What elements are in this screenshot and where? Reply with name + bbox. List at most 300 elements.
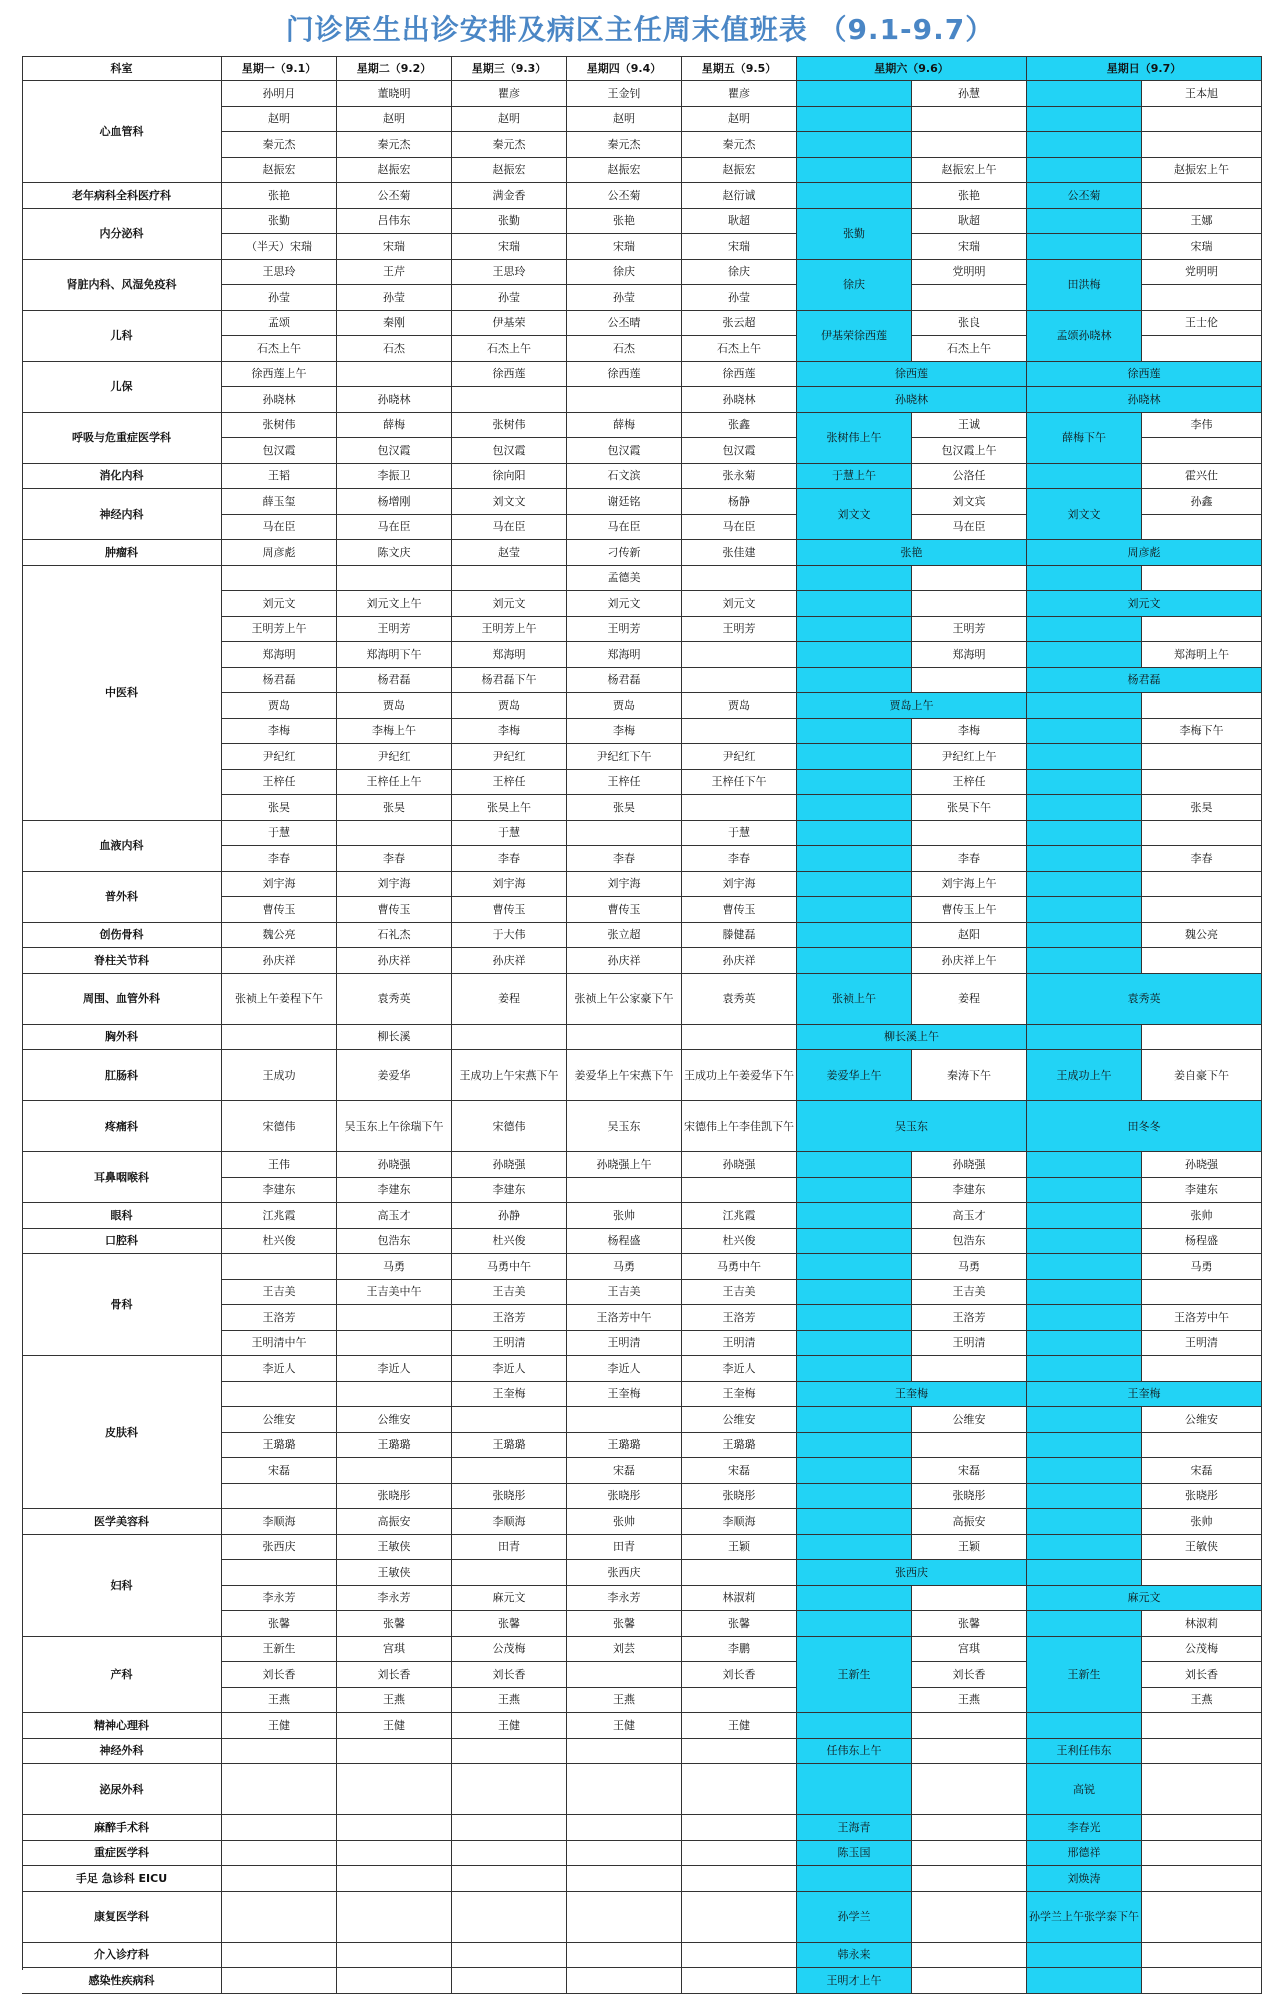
schedule-cell	[452, 1739, 567, 1765]
weekend-cell-sun	[1027, 1560, 1142, 1586]
weekend-cell-sun: 魏公亮	[1142, 923, 1262, 949]
weekend-cell-sat: 赵阳	[912, 923, 1027, 949]
weekend-cell-sun: 刘长香	[1142, 1662, 1262, 1688]
schedule-cell: 石礼杰	[337, 923, 452, 949]
schedule-cell: 于慧	[682, 821, 797, 847]
header-dept: 科室	[22, 56, 222, 81]
weekend-cell-sat: 孙学兰	[797, 1892, 912, 1943]
schedule-cell	[452, 566, 567, 592]
schedule-cell: 公茂梅	[452, 1637, 567, 1663]
schedule-cell: 石杰	[567, 336, 682, 362]
schedule-cell: 包汉霞	[337, 438, 452, 464]
schedule-cell: 王明清中午	[222, 1331, 337, 1357]
schedule-cell: 徐庆	[682, 260, 797, 286]
department-name: 周围、血管外科	[22, 974, 222, 1025]
department-name: 骨科	[22, 1254, 222, 1356]
weekend-cell-sat	[797, 566, 912, 592]
schedule-cell: 李永芳	[337, 1586, 452, 1612]
weekend-cell-sun: 霍兴仕	[1142, 464, 1262, 490]
schedule-cell: 王健	[452, 1713, 567, 1739]
schedule-cell: 贾岛	[567, 693, 682, 719]
schedule-cell: 马在臣	[337, 515, 452, 541]
schedule-cell	[682, 1025, 797, 1051]
schedule-cell: 王吉美	[682, 1280, 797, 1306]
weekend-cell-sat: 王颖	[912, 1535, 1027, 1561]
schedule-cell: 王璐璐	[337, 1433, 452, 1459]
weekend-cell-sat: 刘宇海上午	[912, 872, 1027, 898]
schedule-cell	[222, 1892, 337, 1943]
schedule-cell: 张晓彤	[682, 1484, 797, 1510]
schedule-cell: 杨君磊	[567, 668, 682, 694]
weekend-cell-sun	[1027, 1611, 1142, 1637]
weekend-cell-sun: 王敏侠	[1142, 1535, 1262, 1561]
schedule-cell: 徐向阳	[452, 464, 567, 490]
department-name: 中医科	[22, 566, 222, 821]
schedule-cell: 刘宇海	[222, 872, 337, 898]
header-day: 星期六（9.6）	[797, 56, 1027, 81]
schedule-cell: 王璐璐	[567, 1433, 682, 1459]
schedule-cell: 宋磊	[222, 1458, 337, 1484]
weekend-cell-sun	[1027, 897, 1142, 923]
weekend-cell-sun	[1027, 1025, 1142, 1051]
weekend-cell-sat	[912, 1356, 1027, 1382]
weekend-cell-sat: 马勇	[912, 1254, 1027, 1280]
schedule-cell	[682, 1892, 797, 1943]
schedule-cell	[567, 1407, 682, 1433]
weekend-cell-sat: 于慧上午	[797, 464, 912, 490]
schedule-cell: 吴玉东上午 徐瑞下午	[337, 1101, 452, 1152]
department-name: 创伤骨科	[22, 923, 222, 949]
schedule-cell: 曹传玉	[452, 897, 567, 923]
schedule-cell: 董晓明	[337, 81, 452, 107]
schedule-cell	[682, 1943, 797, 1969]
schedule-table	[22, 56, 1262, 1987]
schedule-cell: 王成功	[222, 1050, 337, 1101]
department-name: 麻醉手术科	[22, 1815, 222, 1841]
weekend-cell-sat	[912, 591, 1027, 617]
weekend-cell-sun	[1027, 1484, 1142, 1510]
schedule-cell: 宋瑞	[567, 234, 682, 260]
weekend-cell-sun	[1027, 1152, 1142, 1178]
weekend-cell-sat	[912, 107, 1027, 133]
schedule-cell: 孟颂	[222, 311, 337, 337]
weekend-cell-sun	[1142, 566, 1262, 592]
weekend-cell-sun: 邢德祥	[1027, 1841, 1142, 1867]
schedule-cell: 孙莹	[682, 285, 797, 311]
weekend-cell-sun	[1027, 1356, 1142, 1382]
schedule-cell: 刘元文	[452, 591, 567, 617]
schedule-cell	[222, 1382, 337, 1408]
weekend-cell-sat	[797, 1229, 912, 1255]
header-day: 星期二（9.2）	[337, 56, 452, 81]
weekend-cell-sun: 王成功上午	[1027, 1050, 1142, 1101]
header-day: 星期日（9.7）	[1027, 56, 1262, 81]
header-day: 星期三（9.3）	[452, 56, 567, 81]
schedule-cell	[452, 1025, 567, 1051]
schedule-cell: 赵振宏	[222, 158, 337, 184]
weekend-cell-sat: 王洛芳	[912, 1305, 1027, 1331]
schedule-cell: 孙庆祥	[452, 948, 567, 974]
department-name: 泌尿外科	[22, 1764, 222, 1815]
schedule-cell: 包汉霞	[682, 438, 797, 464]
schedule-cell	[337, 1331, 452, 1357]
weekend-cell-sat: 宫琪	[912, 1637, 1027, 1663]
weekend-cell-sat: 郑海明	[912, 642, 1027, 668]
schedule-cell	[567, 1892, 682, 1943]
schedule-cell: 王明清	[567, 1331, 682, 1357]
schedule-cell: 李春	[337, 846, 452, 872]
schedule-cell: 王奎梅	[567, 1382, 682, 1408]
schedule-cell	[452, 1968, 567, 1994]
weekend-cell-sun: 张昊	[1142, 795, 1262, 821]
schedule-cell: 赵振宏	[452, 158, 567, 184]
schedule-cell: 张艳	[567, 209, 682, 235]
schedule-cell	[567, 1815, 682, 1841]
weekend-cell-sat: 张良	[912, 311, 1027, 337]
schedule-cell: 李梅	[452, 719, 567, 745]
schedule-cell: 姜爱华上午 宋燕下午	[567, 1050, 682, 1101]
schedule-cell: 孙晓强	[452, 1152, 567, 1178]
weekend-cell-sat: 孙晓强	[912, 1152, 1027, 1178]
weekend-cell-sat	[797, 1713, 912, 1739]
weekend-cell-sun	[1142, 693, 1262, 719]
weekend-cell-sat: 王燕	[912, 1688, 1027, 1714]
weekend-cell-sun: 王娜	[1142, 209, 1262, 235]
schedule-cell: 曹传玉	[222, 897, 337, 923]
schedule-cell: 马勇	[337, 1254, 452, 1280]
schedule-cell	[337, 1458, 452, 1484]
weekend-cell-sun: 郑海明上午	[1142, 642, 1262, 668]
weekend-cell-sat	[797, 591, 912, 617]
weekend-cell-sun	[1142, 897, 1262, 923]
weekend-cell-sun: 宋瑞	[1142, 234, 1262, 260]
schedule-cell: 刘元文	[682, 591, 797, 617]
weekend-cell-sun	[1142, 948, 1262, 974]
schedule-cell: 薛梅	[567, 413, 682, 439]
schedule-cell: 王明芳上午	[452, 617, 567, 643]
schedule-cell: 徐西莲	[682, 362, 797, 388]
weekend-cell-sat: 柳长溪上午	[797, 1025, 1027, 1051]
weekend-cell-sun	[1027, 872, 1142, 898]
weekend-cell-sat: 王明芳	[912, 617, 1027, 643]
schedule-cell: 姜爱华	[337, 1050, 452, 1101]
schedule-cell: 赵莹	[452, 540, 567, 566]
schedule-cell: 孙明月	[222, 81, 337, 107]
weekend-cell-sun	[1142, 1892, 1262, 1943]
page-title: 门诊医生出诊安排及病区主任周末值班表 （9.1-9.7）	[285, 13, 995, 46]
schedule-cell: 瞿彦	[682, 81, 797, 107]
schedule-cell: 孙莹	[337, 285, 452, 311]
weekend-cell-sat: 吴玉东	[797, 1101, 1027, 1152]
schedule-cell: 刘宇海	[567, 872, 682, 898]
schedule-cell	[222, 1815, 337, 1841]
schedule-cell: 公丕菊	[337, 183, 452, 209]
duty-cell-sun-merged: 田洪梅	[1027, 260, 1142, 311]
schedule-cell: 刁传新	[567, 540, 682, 566]
schedule-cell: 柳长溪	[337, 1025, 452, 1051]
schedule-cell: 田青	[567, 1535, 682, 1561]
weekend-cell-sun	[1027, 1968, 1142, 1994]
schedule-cell: 尹纪红下午	[567, 744, 682, 770]
duty-cell-sun-merged: 王新生	[1027, 1637, 1142, 1714]
schedule-cell: 刘元文上午	[337, 591, 452, 617]
schedule-cell: 赵明	[222, 107, 337, 133]
weekend-cell-sat: 张艳	[797, 540, 1027, 566]
schedule-cell: 李春	[682, 846, 797, 872]
schedule-cell	[682, 795, 797, 821]
schedule-cell: 于大伟	[452, 923, 567, 949]
schedule-cell: 王明芳上午	[222, 617, 337, 643]
department-name: 介入诊疗科	[22, 1943, 222, 1969]
weekend-cell-sat: 宋瑞	[912, 234, 1027, 260]
weekend-cell-sun	[1027, 1407, 1142, 1433]
schedule-cell: 孙庆祥	[567, 948, 682, 974]
schedule-cell: 徐庆	[567, 260, 682, 286]
schedule-cell	[682, 1764, 797, 1815]
weekend-cell-sat	[912, 566, 1027, 592]
department-name: 精神心理科	[22, 1713, 222, 1739]
schedule-cell	[682, 1178, 797, 1204]
schedule-cell: 宋德伟	[452, 1101, 567, 1152]
schedule-cell	[337, 1841, 452, 1867]
schedule-cell: 孙庆祥	[222, 948, 337, 974]
schedule-cell: 包汉霞	[452, 438, 567, 464]
schedule-cell: 王新生	[222, 1637, 337, 1663]
weekend-cell-sun	[1027, 464, 1142, 490]
schedule-cell: 马勇	[567, 1254, 682, 1280]
weekend-cell-sat	[797, 1407, 912, 1433]
weekend-cell-sun	[1142, 107, 1262, 133]
schedule-cell: 赵明	[682, 107, 797, 133]
schedule-cell: 于慧	[222, 821, 337, 847]
schedule-cell: 薛梅	[337, 413, 452, 439]
weekend-cell-sat	[797, 1484, 912, 1510]
weekend-cell-sun	[1142, 872, 1262, 898]
schedule-cell: 张昊	[337, 795, 452, 821]
schedule-cell: 李顺海	[222, 1509, 337, 1535]
weekend-cell-sun	[1142, 1968, 1262, 1994]
schedule-cell: 石杰上午	[682, 336, 797, 362]
weekend-cell-sun	[1142, 1433, 1262, 1459]
schedule-cell	[337, 1892, 452, 1943]
schedule-cell	[337, 1943, 452, 1969]
schedule-cell	[222, 1764, 337, 1815]
weekend-cell-sat: 张馨	[912, 1611, 1027, 1637]
schedule-cell: 公维安	[682, 1407, 797, 1433]
schedule-cell: 李近人	[337, 1356, 452, 1382]
schedule-cell: 李永芳	[222, 1586, 337, 1612]
schedule-cell: 郑海明	[567, 642, 682, 668]
schedule-cell	[452, 1764, 567, 1815]
schedule-cell: 王韬	[222, 464, 337, 490]
department-name: 神经内科	[22, 489, 222, 540]
weekend-cell-sun: 公维安	[1142, 1407, 1262, 1433]
schedule-cell	[682, 1968, 797, 1994]
weekend-cell-sat: 包汉霞上午	[912, 438, 1027, 464]
weekend-cell-sun: 张帅	[1142, 1509, 1262, 1535]
schedule-cell: 魏公亮	[222, 923, 337, 949]
weekend-cell-sat	[797, 617, 912, 643]
weekend-cell-sun	[1027, 1254, 1142, 1280]
weekend-cell-sat: 王明才上午	[797, 1968, 912, 1994]
schedule-cell: 王敏侠	[337, 1535, 452, 1561]
schedule-cell: 宋瑞	[337, 234, 452, 260]
weekend-cell-sun: 姜自豪下午	[1142, 1050, 1262, 1101]
schedule-cell	[682, 1866, 797, 1892]
weekend-cell-sun: 党明明	[1142, 260, 1262, 286]
weekend-cell-sun	[1142, 821, 1262, 847]
weekend-cell-sat: 赵振宏上午	[912, 158, 1027, 184]
schedule-cell: 王燕	[452, 1688, 567, 1714]
schedule-cell: 宋德伟上午 李佳凯下午	[682, 1101, 797, 1152]
schedule-cell: 徐西莲	[567, 362, 682, 388]
schedule-cell: 孙晓林	[337, 387, 452, 413]
schedule-cell: 王洛芳	[452, 1305, 567, 1331]
schedule-cell: 马在臣	[222, 515, 337, 541]
schedule-cell: 孙庆祥	[337, 948, 452, 974]
schedule-cell: 王梓任上午	[337, 770, 452, 796]
schedule-cell: 贾岛	[337, 693, 452, 719]
schedule-cell: 杜兴俊	[452, 1229, 567, 1255]
weekend-cell-sat	[797, 1458, 912, 1484]
schedule-cell: 王璐璐	[452, 1433, 567, 1459]
weekend-cell-sat	[797, 183, 912, 209]
schedule-cell: 贾岛	[452, 693, 567, 719]
department-name: 呼吸与危重症医学科	[22, 413, 222, 464]
schedule-cell	[567, 1764, 682, 1815]
weekend-cell-sun	[1027, 846, 1142, 872]
schedule-cell: 李春	[452, 846, 567, 872]
weekend-cell-sun	[1142, 1356, 1262, 1382]
schedule-cell	[567, 1841, 682, 1867]
weekend-cell-sun	[1142, 183, 1262, 209]
schedule-cell: 张馨	[682, 1611, 797, 1637]
weekend-cell-sun: 张帅	[1142, 1203, 1262, 1229]
weekend-cell-sat: 党明明	[912, 260, 1027, 286]
weekend-cell-sun	[1142, 132, 1262, 158]
schedule-cell: 包浩东	[337, 1229, 452, 1255]
schedule-cell: 石杰上午	[452, 336, 567, 362]
schedule-cell: 李春	[222, 846, 337, 872]
weekend-cell-sun	[1027, 158, 1142, 184]
weekend-cell-sun: 王利 任伟东	[1027, 1739, 1142, 1765]
weekend-cell-sat	[797, 1611, 912, 1637]
schedule-cell: 宋磊	[567, 1458, 682, 1484]
weekend-cell-sat	[797, 158, 912, 184]
schedule-cell: 张佳建	[682, 540, 797, 566]
schedule-cell: 赵振宏	[567, 158, 682, 184]
schedule-cell: 张馨	[567, 1611, 682, 1637]
weekend-cell-sat	[797, 1586, 912, 1612]
weekend-cell-sat	[797, 1254, 912, 1280]
schedule-cell: 宋瑞	[452, 234, 567, 260]
schedule-cell: 曹传玉	[682, 897, 797, 923]
department-name: 血液内科	[22, 821, 222, 872]
weekend-cell-sat	[912, 1815, 1027, 1841]
schedule-cell: 杨增刚	[337, 489, 452, 515]
schedule-cell: 王金钊	[567, 81, 682, 107]
weekend-cell-sat: 姜爱华上午	[797, 1050, 912, 1101]
schedule-cell: 高振安	[337, 1509, 452, 1535]
schedule-cell: 杨君磊	[337, 668, 452, 694]
schedule-cell: 王洛芳	[682, 1305, 797, 1331]
schedule-cell: 张昊	[567, 795, 682, 821]
schedule-cell: 马在臣	[682, 515, 797, 541]
schedule-cell	[222, 1739, 337, 1765]
schedule-cell: 赵明	[567, 107, 682, 133]
schedule-cell	[452, 1841, 567, 1867]
weekend-cell-sat: 张昊下午	[912, 795, 1027, 821]
department-name: 耳鼻咽喉科	[22, 1152, 222, 1203]
schedule-cell: 马在臣	[452, 515, 567, 541]
schedule-cell: 王芹	[337, 260, 452, 286]
schedule-cell	[222, 1968, 337, 1994]
schedule-cell: 尹纪红	[337, 744, 452, 770]
department-name: 脊柱关节科	[22, 948, 222, 974]
weekend-cell-sun: 田冬冬	[1027, 1101, 1262, 1152]
schedule-cell: 孙静	[452, 1203, 567, 1229]
weekend-cell-sat	[797, 872, 912, 898]
duty-cell-sat-merged: 张勤	[797, 209, 912, 260]
schedule-cell: 王吉美中午	[337, 1280, 452, 1306]
schedule-cell	[567, 821, 682, 847]
schedule-cell: 王思玲	[222, 260, 337, 286]
schedule-cell: 伊基荣	[452, 311, 567, 337]
schedule-cell: 宋瑞	[682, 234, 797, 260]
weekend-cell-sun	[1142, 336, 1262, 362]
weekend-cell-sat	[797, 1535, 912, 1561]
weekend-cell-sat: 任伟东上午	[797, 1739, 912, 1765]
weekend-cell-sun	[1027, 693, 1142, 719]
weekend-cell-sat: 包浩东	[912, 1229, 1027, 1255]
weekend-cell-sat: 王奎梅	[797, 1382, 1027, 1408]
weekend-cell-sat	[797, 846, 912, 872]
weekend-cell-sun: 李春	[1142, 846, 1262, 872]
schedule-cell: 薛玉玺	[222, 489, 337, 515]
department-name: 消化内科	[22, 464, 222, 490]
weekend-cell-sat	[912, 1866, 1027, 1892]
schedule-cell: 李振卫	[337, 464, 452, 490]
schedule-cell: 徐西莲	[452, 362, 567, 388]
weekend-cell-sun	[1027, 1229, 1142, 1255]
weekend-cell-sat: 尹纪红上午	[912, 744, 1027, 770]
weekend-cell-sun: 李建东	[1142, 1178, 1262, 1204]
weekend-cell-sun	[1027, 617, 1142, 643]
schedule-cell: 林淑莉	[682, 1586, 797, 1612]
weekend-cell-sun	[1142, 770, 1262, 796]
department-name: 重症医学科	[22, 1841, 222, 1867]
schedule-cell	[452, 1892, 567, 1943]
schedule-cell: 张立超	[567, 923, 682, 949]
schedule-cell: （半天）宋瑞	[222, 234, 337, 260]
weekend-cell-sun	[1027, 1509, 1142, 1535]
schedule-cell: 姜程	[452, 974, 567, 1025]
schedule-cell: 孟德美	[567, 566, 682, 592]
weekend-cell-sat: 贾岛上午	[797, 693, 1027, 719]
department-name: 心血管科	[22, 81, 222, 183]
schedule-cell: 王颖	[682, 1535, 797, 1561]
schedule-cell	[567, 1739, 682, 1765]
weekend-cell-sun: 刘焕涛	[1027, 1866, 1142, 1892]
weekend-cell-sat: 张祯上午	[797, 974, 912, 1025]
department-name: 妇科	[22, 1535, 222, 1637]
schedule-cell: 刘长香	[682, 1662, 797, 1688]
schedule-cell: 刘长香	[452, 1662, 567, 1688]
weekend-cell-sun	[1027, 1178, 1142, 1204]
weekend-cell-sat: 王吉美	[912, 1280, 1027, 1306]
weekend-cell-sun: 孙晓强	[1142, 1152, 1262, 1178]
weekend-cell-sun	[1142, 1866, 1262, 1892]
